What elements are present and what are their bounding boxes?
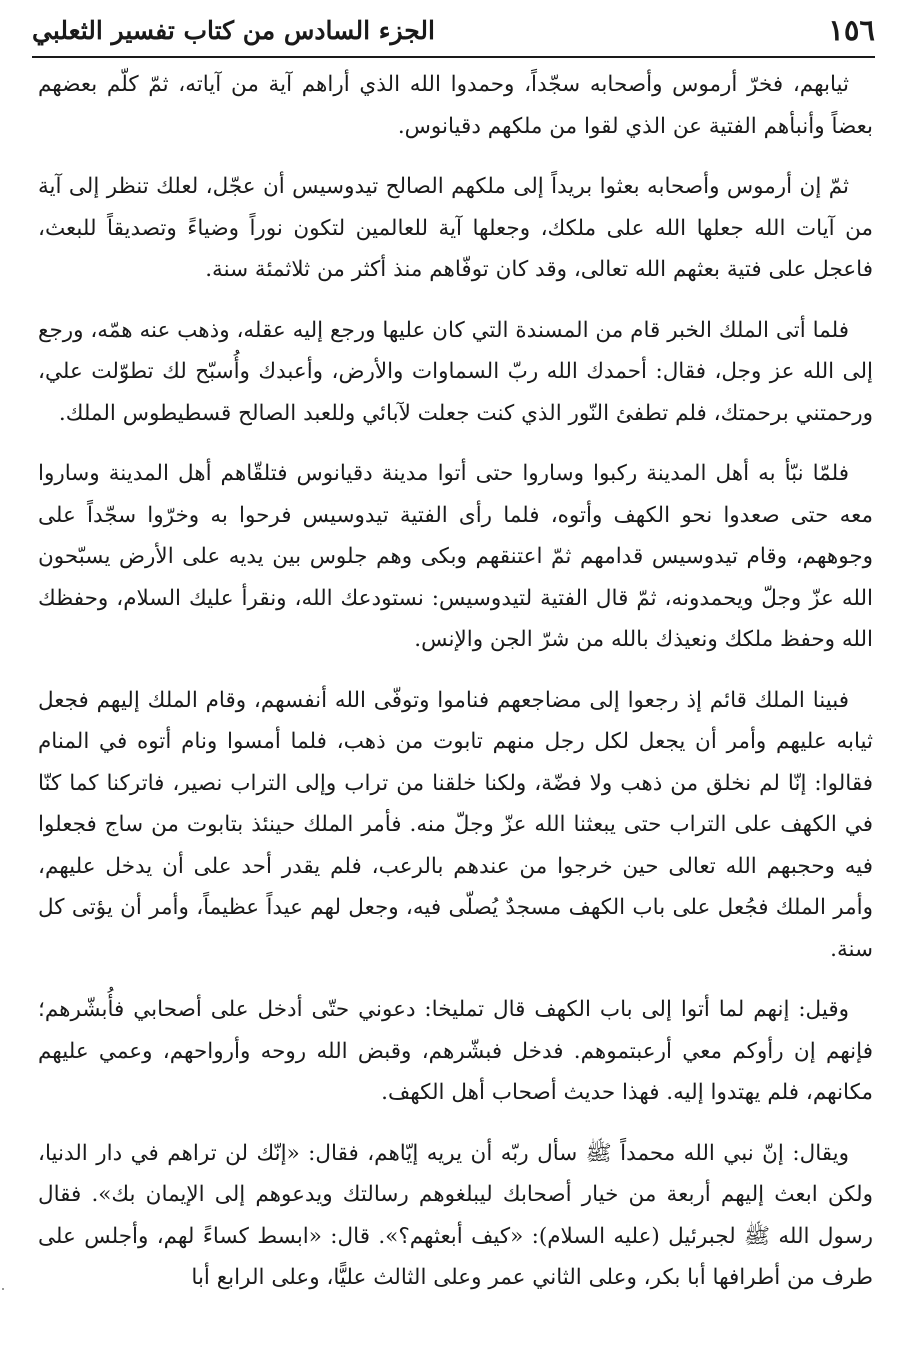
header-divider bbox=[32, 56, 875, 58]
scan-speck bbox=[2, 1288, 4, 1290]
paragraph: وقيل: إنهم لما أتوا إلى باب الكهف قال تمليخا: دعوني حتّى أدخل على أصحابي فأُبشّرهم؛ فإنهم إن رأوكم معي أرعبتموهم. فدخل فبشّرهم، وقبض الله روحه وأرواحهم، وعمي عليهم مكانهم، فلم يهتدوا إليه. فهذا حديث أصحاب أهل الكهف. bbox=[38, 997, 873, 1105]
page-header bbox=[32, 6, 875, 54]
paragraph: فبينا الملك قائم إذ رجعوا إلى مضاجعهم فناموا وتوفّى الله أنفسهم، وقام الملك إليهم فجعل ثيابه عليهم وأمر أن يجعل لكل رجل منهم تابوت من ذهب، فلما أمسوا ونام أتوه في المنام فقالوا: إنّا لم نخلق من ذهب ولا فضّة، ولكنا خلقنا من تراب وإلى التراب نصير، فاتركنا كما كنّا في الكهف على التراب حتى يبعثنا الله عزّ وجلّ منه. فأمر الملك حينئذ بتابوت من ساج فجعلوا فيه وحجبهم الله تعالى حين خرجوا من عندهم بالرعب، فلم يقدر أحد على أن يدخل عليهم، وأمر الملك فجُعل على باب الكهف مسجدٌ يُصلّى فيه، وجعل لهم عيداً عظيماً، وأمر أن يؤتى كل سنة. bbox=[38, 687, 873, 962]
paragraph: ويقال: إنّ نبي الله محمداً ﷺ سأل ربّه أن يريه إيّاهم، فقال: «إنّك لن تراهم في دار الدنيا، ولكن ابعث إليهم أربعة من خيار أصحابك ليبلغوهم رسالتك ويدعوهم إلى الإيمان بك». فقال رسول الله ﷺ لجبرئيل (عليه السلام): «كيف أبعثهم؟». قال: «ابسط كساءً لهم، وأجلس على طرف من أطرافها أبا بكر، وعلى الثاني عمر وعلى الثالث عليًّا، وعلى الرابع أبا bbox=[38, 1140, 873, 1290]
paragraph: ثيابهم، فخرّ أرموس وأصحابه سجّداً، وحمدوا الله الذي أراهم آية من آياته، ثمّ كلّم بعضهم بعضاً وأنبأهم الفتية عن الذي لقوا من ملكهم دقيانوس. bbox=[38, 72, 873, 139]
paragraph: ثمّ إن أرموس وأصحابه بعثوا بريداً إلى ملكهم الصالح تيدوسيس أن عجّل، لعلك تنظر إلى آية من آيات الله جعلها الله على ملكك، وجعلها آية للعالمين لتكون نوراً وضياءً وتصديقاً للبعث، فاعجل على فتية بعثهم الله تعالى، وقد كان توفّاهم منذ أكثر من ثلاثمئة سنة. bbox=[38, 174, 873, 282]
running-title: الجزء السادس من كتاب تفسير الثعلبي bbox=[32, 15, 435, 45]
paragraph: فلما أتى الملك الخبر قام من المسندة التي كان عليها ورجع إليه عقله، وذهب عنه همّه، ورجع إلى الله عز وجل، فقال: أحمدك الله ربّ السماوات والأرض، وأعبدك وأُسبّح لك تطوّلت علي، ورحمتني برحمتك، فلم تطفئ النّور الذي كنت جعلت لآبائي وللعبد الصالح قسطيطوس الملك. bbox=[38, 317, 873, 426]
page-number: ١٥٦ bbox=[828, 13, 875, 47]
page-body bbox=[38, 64, 873, 1318]
paragraph: فلمّا نبّأ به أهل المدينة ركبوا وساروا حتى أتوا مدينة دقيانوس فتلقّاهم أهل المدينة وساروا معه حتى صعدوا نحو الكهف وأتوه، فلما رأى الفتية تيدوسيس فرحوا به وخرّوا سجّداً على وجوههم، وقام تيدوسيس قدامهم ثمّ اعتنقهم وبكى وهم جلوس بين يديه على الأرض يسبّحون الله عزّ وجلّ ويحمدونه، ثمّ قال الفتية لتيدوسيس: نستودعك الله، ونقرأ عليك السلام، وحفظك الله وحفظ ملكك ونعيذك بالله من شرّ الجن والإنس. bbox=[38, 461, 873, 652]
